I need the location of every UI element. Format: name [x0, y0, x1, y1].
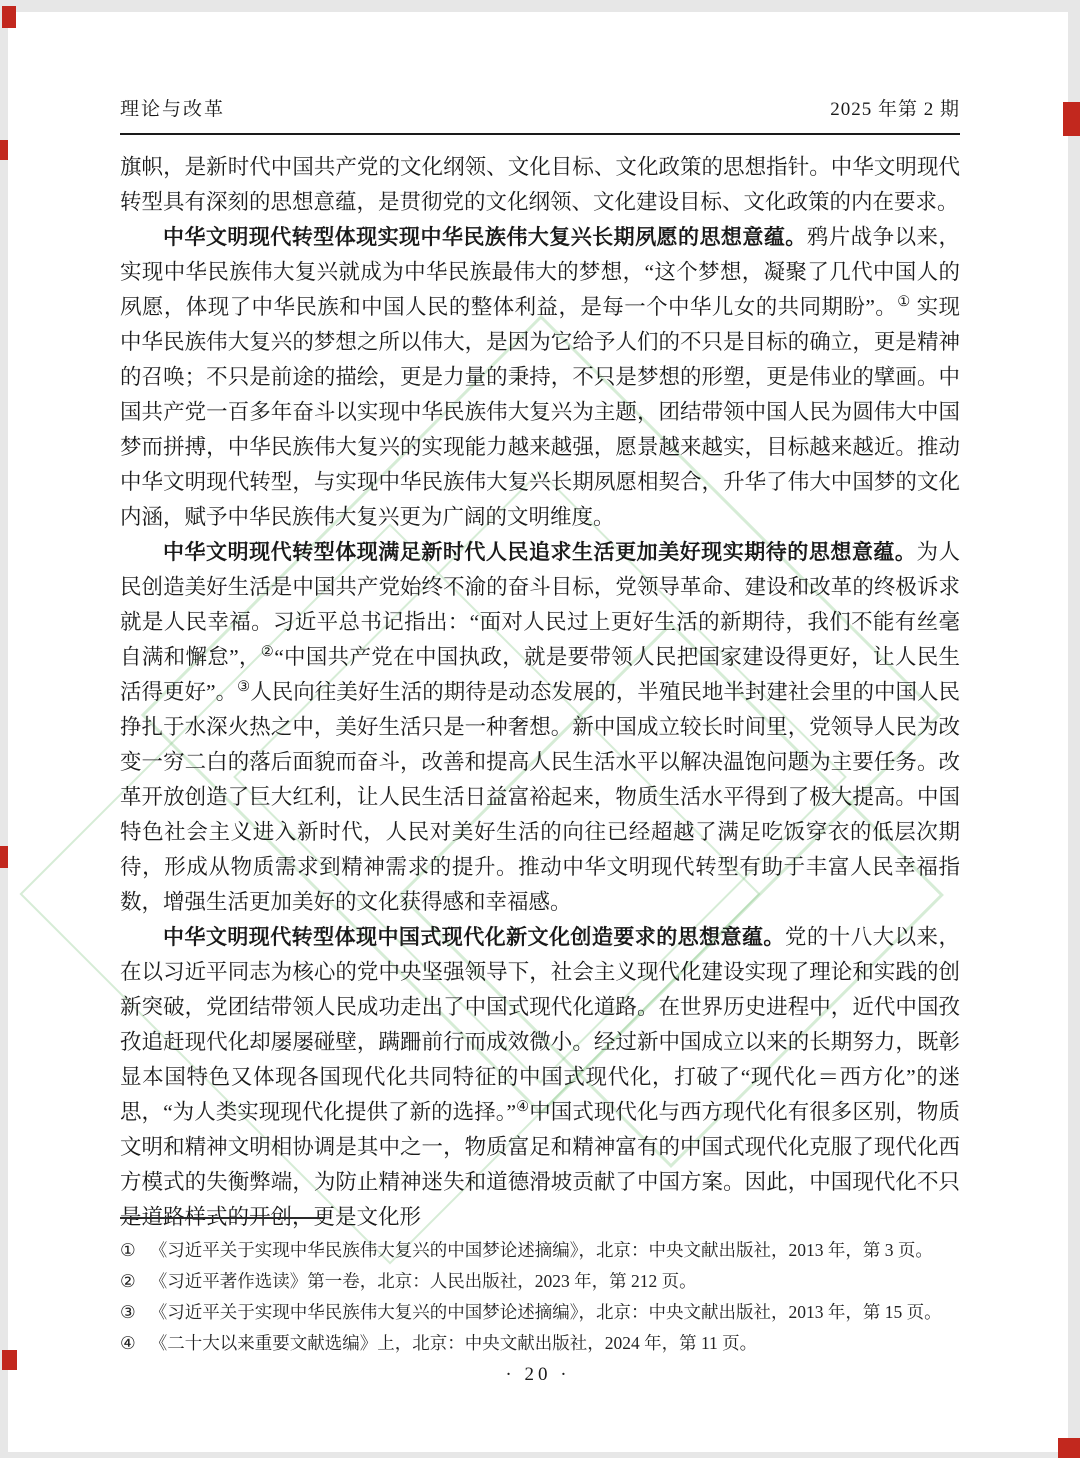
footnote-marker: ④ — [120, 1333, 136, 1353]
red-edge-mark — [1058, 1438, 1080, 1458]
paragraph: 中华文明现代转型体现实现中华民族伟大复兴长期夙愿的思想意蕴。鸦片战争以来，实现中华民族伟大复兴就成为中华民族最伟大的梦想，“这个梦想，凝聚了几代中国人的夙愿，体现了中华民族和中国人民的整体利益，是每一个中华儿女的共同期盼”。① 实现中华民族伟大复兴的梦想之所以伟大，是因为它给予人们的不只是目标的确立，更是精神的召唤；不只是前途的描绘，更是力量的秉持，不只是梦想的形塑，更是伟业的擘画。中国共产党一百多年奋斗以实现中华民族伟大复兴为主题，团结带领中国人民为圆伟大中国梦而拼搏，中华民族伟大复兴的实现能力越来越强，愿景越来越实，目标越来越近。推动中华文明现代转型，与实现中华民族伟大复兴长期夙愿相契合，升华了伟大中国梦的文化内涵，赋予中华民族伟大复兴更为广阔的文明维度。 — [120, 225, 960, 529]
footnote-divider — [120, 1217, 325, 1219]
footnote-marker: ③ — [120, 1302, 136, 1322]
topic-sentence: 中华文明现代转型体现实现中华民族伟大复兴长期夙愿的思想意蕴。 — [163, 226, 807, 249]
footnote-item: ④ 《二十大以来重要文献选编》上，北京：中央文献出版社，2024 年，第 11 页。 — [120, 1333, 758, 1353]
red-edge-mark — [2, 6, 16, 28]
footnote-list — [120, 1235, 960, 1359]
footnote-ref: ② — [260, 643, 275, 660]
page-number: · 20 · — [505, 1364, 571, 1385]
footnote-ref: ④ — [516, 1098, 530, 1115]
issue-label: 2025 年第 2 期 — [830, 99, 960, 120]
paragraph: 中华文明现代转型体现满足新时代人民追求生活更加美好现实期待的思想意蕴。为人民创造美好生活是中国共产党始终不渝的奋斗目标，党领导革命、建设和改革的终极诉求就是人民幸福。习近平总书记指出：“面对人民过上更好生活的新期待，我们不能有丝毫自满和懈怠”，②“中国共产党在中国执政，就是要带领人民把国家建设得更好，让人民生活得更好”。③人民向往美好生活的期待是动态发展的，半殖民地半封建社会里的中国人民挣扎于水深火热之中，美好生活只是一种奢想。新中国成立较长时间里，党领导人民为改变一穷二白的落后面貌而奋斗，改善和提高人民生活水平以解决温饱问题为主要任务。改革开放创造了巨大红利，让人民生活日益富裕起来，物质生活水平得到了极大提高。中国特色社会主义进入新时代，人民对美好生活的向往已经超越了满足吃饭穿衣的低层次期待，形成从物质需求到精神需求的提升。推动中华文明现代转型有助于丰富人民幸福指数，增强生活更加美好的文化获得感和幸福感。 — [120, 540, 961, 914]
footnote-ref: ③ — [237, 678, 251, 695]
journal-title: 理论与改革 — [120, 99, 226, 120]
topic-sentence: 中华文明现代转型体现中国式现代化新文化创造要求的思想意蕴。 — [163, 926, 785, 949]
footnote-item: ② 《习近平著作选读》第一卷，北京：人民出版社，2023 年，第 212 页。 — [120, 1271, 697, 1291]
article-body — [120, 150, 960, 1235]
footnote-ref: ① — [897, 293, 911, 310]
footnote-marker: ② — [120, 1271, 136, 1291]
red-edge-mark — [0, 846, 8, 868]
footnote-marker: ① — [120, 1240, 136, 1260]
footnote-item: ① 《习近平关于实现中华民族伟大复兴的中国梦论述摘编》，北京：中央文献出版社，2013 年，第 3 页。 — [120, 1240, 933, 1260]
paper-sheet — [8, 12, 1068, 1452]
footnote-item: ③ 《习近平关于实现中华民族伟大复兴的中国梦论述摘编》，北京：中央文献出版社，2013 年，第 15 页。 — [120, 1302, 942, 1322]
paragraph: 旗帜，是新时代中国共产党的文化纲领、文化目标、文化政策的思想指针。中华文明现代转型具有深刻的思想意蕴，是贯彻党的文化纲领、文化建设目标、文化政策的内在要求。 — [120, 155, 960, 214]
red-edge-mark — [0, 140, 8, 160]
footnote-area — [120, 1217, 960, 1359]
topic-sentence: 中华文明现代转型体现满足新时代人民追求生活更加美好现实期待的思想意蕴。 — [163, 541, 917, 564]
page-header — [120, 94, 960, 135]
red-edge-mark — [2, 1350, 17, 1370]
red-edge-mark — [1063, 102, 1080, 136]
paragraph: 中华文明现代转型体现中国式现代化新文化创造要求的思想意蕴。党的十八大以来，在以习近平同志为核心的党中央坚强领导下，社会主义现代化建设实现了理论和实践的创新突破，党团结带领人民成功走出了中国式现代化道路。在世界历史进程中，近代中国孜孜追赶现代化却屡屡碰壁，蹒跚前行而成效微小。经过新中国成立以来的长期努力，既彰显本国特色又体现各国现代化共同特征的中国式现代化，打破了“现代化＝西方化”的迷思，“为人类实现现代化提供了新的选择。”④中国式现代化与西方现代化有很多区别，物质文明和精神文明相协调是其中之一，物质富足和精神富有的中国式现代化克服了现代化西方模式的失衡弊端，为防止精神迷失和道德滑坡贡献了中国方案。因此，中国现代化不只是道路样式的开创，更是文化形 — [120, 925, 960, 1229]
